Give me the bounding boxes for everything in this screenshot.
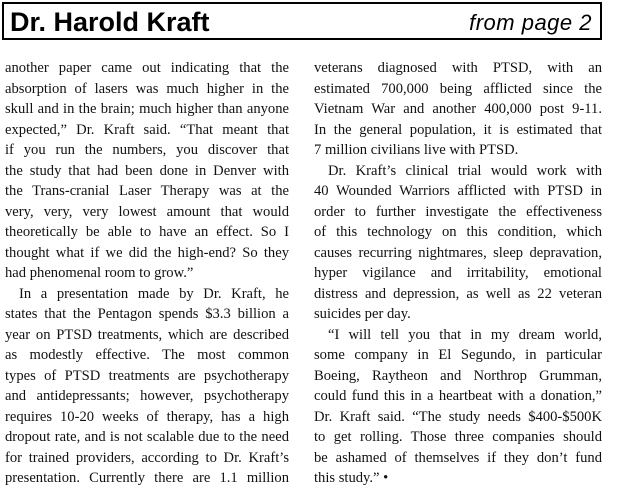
text-line: for trained providers, according to Dr. Kraft’s [5,449,289,466]
text-line: types of PTSD treatments are psychotherapy [5,367,289,384]
text-line: suicides per day. [314,306,411,322]
text-line: this study.” • [314,470,389,486]
text-line: In a presentation made by Dr. Kraft, he [19,285,289,302]
article-column-left [5,58,289,489]
text-line: hyper vigilance and irritability, emotional [314,265,602,281]
text-line: had phenomenal room to grow.” [5,265,194,281]
text-line: as modestly effective. The most common [5,347,289,363]
article-header [2,2,602,40]
text-line: very, very, very lowest amount that would [5,203,289,220]
continued-from-label: from page 2 [469,10,592,35]
text-line: 7 million civilians live with PTSD. [314,142,519,158]
text-line: Vietnam War and another 400,000 post 9-11. [314,101,602,117]
text-line: could fund this in a heartbeat with a donation,” [314,388,602,404]
text-line: requires 10-20 weeks of therapy, has a high [5,408,289,425]
text-line: 40 Wounded Warriors afflicted with PTSD in [314,183,602,199]
text-line: year on PTSD treatments, which are described [5,326,289,343]
text-line: to get rolling. Those three companies should [314,429,602,445]
text-line: veterans diagnosed with PTSD, with an [314,60,602,76]
text-line: another paper came out indicating that the [5,60,289,76]
text-line: “I will tell you that in my dream world, [328,326,602,343]
text-line: Dr. Kraft’s clinical trial would work with [328,162,602,179]
text-line: absorption of lasers was much higher in the [5,80,289,97]
text-line: the study that had been done in Denver with [5,162,289,179]
text-line: Boeing, Raytheon and Northrop Grumman, [314,367,602,384]
text-line: be ashamed of themselves if they don’t fund [314,449,602,466]
text-line: causes recurring nightmares, sleep depravation, [314,244,602,261]
text-line: of this technology on this condition, which [314,224,602,240]
text-line: In the general population, it is estimated that [314,121,602,138]
text-line: states that the Pentagon spends $3.3 billion a [5,306,289,322]
text-line: Dr. Kraft said. “The study needs $400-$500K [314,408,602,425]
text-line: some company in El Segundo, in particular [314,347,602,363]
text-line: order to further investigate the effectiveness [314,203,602,220]
text-line: the Trans-cranial Laser Therapy was at the [5,183,289,199]
text-line: distress and depression, as well as 22 veteran [314,285,602,302]
text-line: theoretically be able to have an effect. So I [5,224,289,240]
text-line: thought what if we did the high-end? So they [5,244,289,261]
text-line: expected,” Dr. Kraft said. “That meant that [5,121,289,138]
article-title: Dr. Harold Kraft [10,7,210,37]
text-line: and antidepressants; however, psychotherapy [5,388,289,404]
article-column-right [314,58,602,489]
text-line: skull and in the brain; much higher than anyone [5,101,289,117]
text-line: dropout rate, and is not scalable due to the need [5,429,289,445]
text-line: if you run the numbers, you discover that [5,142,289,158]
text-line: estimated 700,000 being afflicted since the [314,80,602,97]
text-line: presentation. Currently there are 1.1 million [5,470,289,486]
